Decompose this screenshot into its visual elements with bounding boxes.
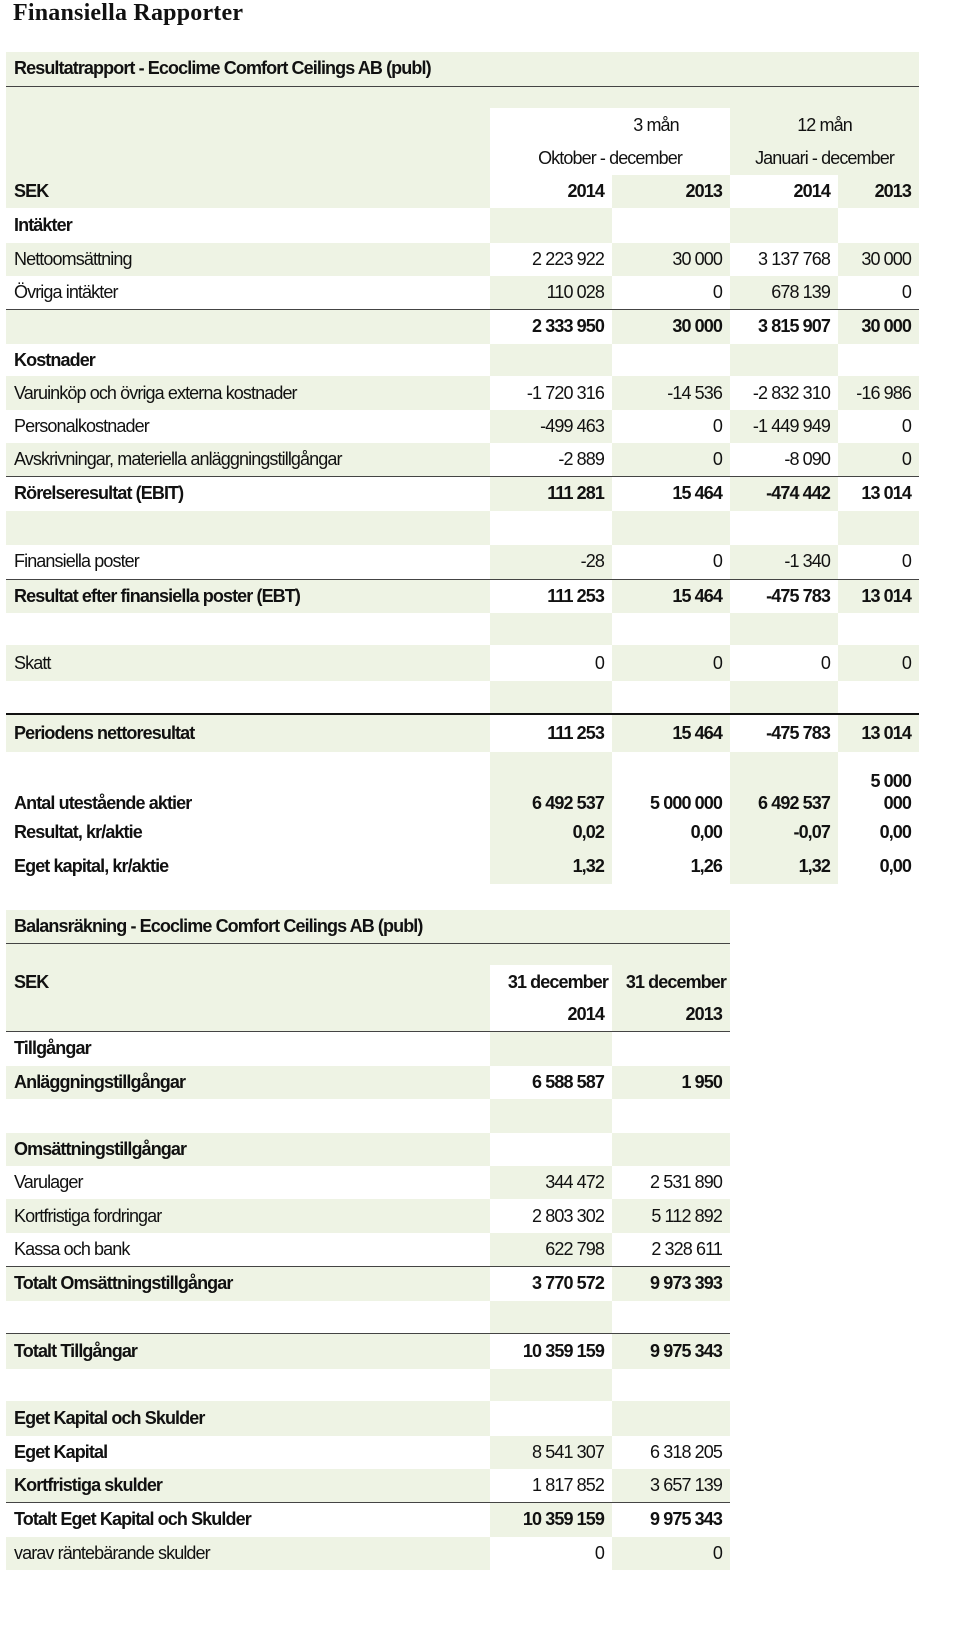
cell-value: 110 028 bbox=[490, 276, 612, 309]
table-row bbox=[6, 309, 919, 344]
row-label: Varulager bbox=[14, 1172, 83, 1192]
cell-value: -2 889 bbox=[490, 443, 612, 476]
table-row bbox=[6, 545, 919, 579]
row-label: Avskrivningar, materiella anläggningstillgångar bbox=[6, 443, 490, 476]
income-title-row bbox=[6, 52, 919, 86]
cell-value: -14 536 bbox=[612, 376, 730, 410]
row-label: Personalkostnader bbox=[14, 416, 149, 436]
table-row bbox=[6, 410, 919, 443]
cell-value: 0,02 bbox=[490, 816, 612, 849]
cell-value: 3 657 139 bbox=[612, 1469, 730, 1502]
row-label: Intäkter bbox=[14, 215, 72, 235]
row-label: varav räntebärande skulder bbox=[6, 1537, 490, 1570]
cell-value: 1 817 852 bbox=[490, 1469, 612, 1502]
cell-value: 2 333 950 bbox=[532, 316, 604, 337]
cell-value: 0 bbox=[901, 416, 912, 436]
table-row bbox=[6, 849, 919, 884]
cell-value: 9 975 343 bbox=[612, 1333, 730, 1369]
date-header: 31 december bbox=[507, 971, 608, 992]
cell-value: 5 000 000 bbox=[650, 793, 722, 813]
cell-value: 0 bbox=[612, 443, 730, 476]
cell-value: -1 720 316 bbox=[526, 382, 604, 403]
table-row bbox=[6, 1333, 730, 1369]
table-row bbox=[6, 376, 919, 410]
cell-value: 30 000 bbox=[612, 309, 730, 344]
cell-value: 15 464 bbox=[672, 483, 722, 504]
cell-value: 2 803 302 bbox=[532, 1205, 604, 1226]
cell-value: 30 000 bbox=[612, 243, 730, 276]
row-label: Omsättningstillgångar bbox=[6, 1133, 490, 1166]
cell-value: 13 014 bbox=[838, 714, 919, 752]
year-header: 2014 bbox=[490, 999, 612, 1031]
cell-value: -16 986 bbox=[838, 376, 919, 410]
income-spacer-row bbox=[6, 86, 919, 108]
cell-value: 13 014 bbox=[838, 579, 919, 613]
table-row bbox=[6, 1401, 730, 1436]
cell-value: 9 975 343 bbox=[650, 1509, 722, 1530]
cell-value: 6 492 537 bbox=[490, 752, 612, 816]
table-row bbox=[6, 1502, 730, 1537]
year-header: 2013 bbox=[612, 175, 730, 208]
cell-value: 3 770 572 bbox=[532, 1273, 604, 1294]
cell-value: 0 bbox=[612, 545, 730, 579]
cell-value: -499 463 bbox=[490, 410, 612, 443]
row-label: Eget kapital, kr/aktie bbox=[14, 856, 169, 876]
table-row bbox=[6, 1436, 730, 1469]
spacer-row bbox=[6, 613, 919, 645]
balance-title-row bbox=[6, 910, 730, 943]
row-label: Finansiella poster bbox=[6, 545, 490, 579]
cell-value: -2 832 310 bbox=[752, 382, 830, 403]
cell-value: 13 014 bbox=[861, 483, 912, 504]
row-label: Kortfristiga skulder bbox=[6, 1469, 490, 1502]
cell-value: -1 340 bbox=[730, 545, 838, 579]
income-statement-table bbox=[6, 52, 919, 884]
cell-value: 1,26 bbox=[690, 856, 722, 876]
cell-value: 30 000 bbox=[838, 309, 919, 344]
spacer-row bbox=[6, 511, 919, 545]
cell-value: -475 783 bbox=[766, 585, 830, 606]
year-header: 2014 bbox=[567, 181, 604, 201]
table-row bbox=[6, 208, 919, 243]
table-row bbox=[6, 243, 919, 276]
cell-value: 0 bbox=[594, 1543, 604, 1563]
row-label: Övriga intäkter bbox=[6, 276, 490, 309]
spacer-row bbox=[6, 1099, 730, 1133]
cell-value: 10 359 159 bbox=[490, 1502, 612, 1537]
income-year-row bbox=[6, 175, 919, 208]
cell-value: 0 bbox=[594, 652, 604, 673]
table-row bbox=[6, 1537, 730, 1570]
page-title: Finansiella Rapporter bbox=[13, 0, 244, 26]
range-12m-label: Januari - december bbox=[730, 142, 919, 175]
year-header: 2013 bbox=[838, 175, 919, 208]
cell-value: 5 112 892 bbox=[612, 1199, 730, 1233]
cell-value: 2 223 922 bbox=[532, 249, 604, 269]
period-3m-label: 3 mån bbox=[633, 114, 679, 135]
table-row bbox=[6, 714, 919, 752]
table-row bbox=[6, 1266, 730, 1301]
balance-sheet-table bbox=[6, 910, 730, 1570]
cell-value: 0,00 bbox=[879, 856, 912, 876]
cell-value: 0 bbox=[838, 645, 919, 681]
cell-value: 0 bbox=[820, 652, 830, 673]
cell-value: 0,00 bbox=[879, 822, 912, 842]
table-row bbox=[6, 476, 919, 511]
row-label: Kostnader bbox=[14, 349, 95, 370]
cell-value: 111 253 bbox=[490, 714, 612, 752]
row-label: Nettoomsättning bbox=[6, 243, 490, 276]
table-row bbox=[6, 1233, 730, 1266]
row-label: Rörelseresultat (EBIT) bbox=[14, 483, 184, 504]
row-label: Eget Kapital bbox=[14, 1442, 108, 1462]
cell-value: -1 449 949 bbox=[730, 410, 838, 443]
table-row bbox=[6, 579, 919, 613]
period-12m-label: 12 mån bbox=[730, 108, 919, 142]
income-period-row bbox=[6, 108, 919, 142]
cell-value: 3 137 768 bbox=[758, 249, 830, 269]
cell-value: 1,32 bbox=[490, 849, 612, 884]
table-row bbox=[6, 1199, 730, 1233]
cell-value: 15 464 bbox=[612, 714, 730, 752]
cell-value: 0 bbox=[838, 545, 919, 579]
cell-value: -0,07 bbox=[730, 816, 838, 849]
row-label: Antal utestående aktier bbox=[14, 793, 192, 813]
cell-value: 0 bbox=[838, 443, 919, 476]
table-row bbox=[6, 816, 919, 849]
row-label: Eget Kapital och Skulder bbox=[6, 1401, 490, 1436]
table-row bbox=[6, 1166, 730, 1199]
cell-value: 678 139 bbox=[730, 276, 838, 309]
cell-value: -475 783 bbox=[730, 714, 838, 752]
cell-value-wrapped bbox=[838, 752, 919, 816]
row-label: Anläggningstillgångar bbox=[6, 1066, 490, 1099]
cell-value: 622 798 bbox=[490, 1233, 612, 1266]
year-header: 2014 bbox=[793, 181, 830, 201]
table-row bbox=[6, 344, 919, 376]
table-row bbox=[6, 1031, 730, 1066]
spacer-row bbox=[6, 1369, 730, 1401]
table-row bbox=[6, 1133, 730, 1166]
cell-value: -474 442 bbox=[730, 476, 838, 511]
cell-value: 6 492 537 bbox=[730, 752, 838, 816]
cell-value: 0 bbox=[712, 416, 722, 436]
table-row bbox=[6, 645, 919, 681]
row-label: Resultat, kr/aktie bbox=[14, 822, 142, 842]
cell-value: 2 531 890 bbox=[650, 1172, 722, 1192]
cell-value: 0 bbox=[612, 276, 730, 309]
row-label: Kassa och bank bbox=[6, 1233, 490, 1266]
cell-value: 15 464 bbox=[612, 579, 730, 613]
currency-label: SEK bbox=[6, 175, 490, 208]
spacer-row bbox=[6, 681, 919, 714]
cell-value: 2 328 611 bbox=[612, 1233, 730, 1266]
date-header: 31 december bbox=[612, 965, 730, 999]
cell-value: 1 950 bbox=[612, 1066, 730, 1099]
table-row bbox=[6, 752, 919, 816]
cell-value: 8 541 307 bbox=[490, 1436, 612, 1469]
range-3m-label: Oktober - december bbox=[538, 148, 682, 168]
balance-spacer-row bbox=[6, 943, 730, 965]
cell-value: 344 472 bbox=[490, 1166, 612, 1199]
cell-value: 6 588 587 bbox=[532, 1072, 604, 1092]
cell-value: 0,00 bbox=[690, 822, 722, 842]
table-row bbox=[6, 443, 919, 476]
year-header: 2013 bbox=[612, 999, 730, 1031]
row-label: Resultat efter finansiella poster (EBT) bbox=[6, 579, 490, 613]
cell-value: -8 090 bbox=[730, 443, 838, 476]
row-label: Periodens nettoresultat bbox=[6, 714, 490, 752]
balance-title: Balansräkning - Ecoclime Comfort Ceilings AB (publ) bbox=[6, 910, 730, 943]
cell-value: 3 815 907 bbox=[758, 316, 830, 337]
balance-date-row bbox=[6, 965, 730, 999]
cell-value: 0 bbox=[612, 645, 730, 681]
cell-value: 0 bbox=[612, 1537, 730, 1570]
row-label: Kortfristiga fordringar bbox=[6, 1199, 490, 1233]
balance-year-row bbox=[6, 999, 730, 1031]
cell-value: -28 bbox=[490, 545, 612, 579]
cell-value: 10 359 159 bbox=[522, 1340, 604, 1361]
row-label: Varuinköp och övriga externa kostnader bbox=[6, 376, 490, 410]
cell-value: 1,32 bbox=[730, 849, 838, 884]
table-row bbox=[6, 1066, 730, 1099]
row-label: Totalt Tillgångar bbox=[6, 1333, 490, 1369]
table-row bbox=[6, 276, 919, 309]
cell-value: 9 973 393 bbox=[612, 1266, 730, 1301]
cell-value: 30 000 bbox=[838, 243, 919, 276]
row-label: Skatt bbox=[6, 645, 490, 681]
income-title: Resultatrapport - Ecoclime Comfort Ceilings AB (publ) bbox=[6, 52, 919, 86]
row-label: Tillgångar bbox=[14, 1038, 91, 1059]
row-label: Totalt Eget Kapital och Skulder bbox=[14, 1509, 251, 1530]
row-label bbox=[6, 309, 490, 344]
spacer-row bbox=[6, 1301, 730, 1333]
cell-value: 111 253 bbox=[547, 585, 604, 606]
income-range-row bbox=[6, 142, 919, 175]
table-row bbox=[6, 1469, 730, 1502]
cell-value: 0 bbox=[838, 276, 919, 309]
cell-value: 111 281 bbox=[490, 476, 612, 511]
cell-value: 5 000 bbox=[870, 771, 912, 791]
currency-label: SEK bbox=[6, 965, 490, 999]
cell-value-continued: 000 bbox=[883, 793, 912, 813]
cell-value: 6 318 205 bbox=[650, 1442, 722, 1462]
row-label: Totalt Omsättningstillgångar bbox=[6, 1266, 490, 1301]
